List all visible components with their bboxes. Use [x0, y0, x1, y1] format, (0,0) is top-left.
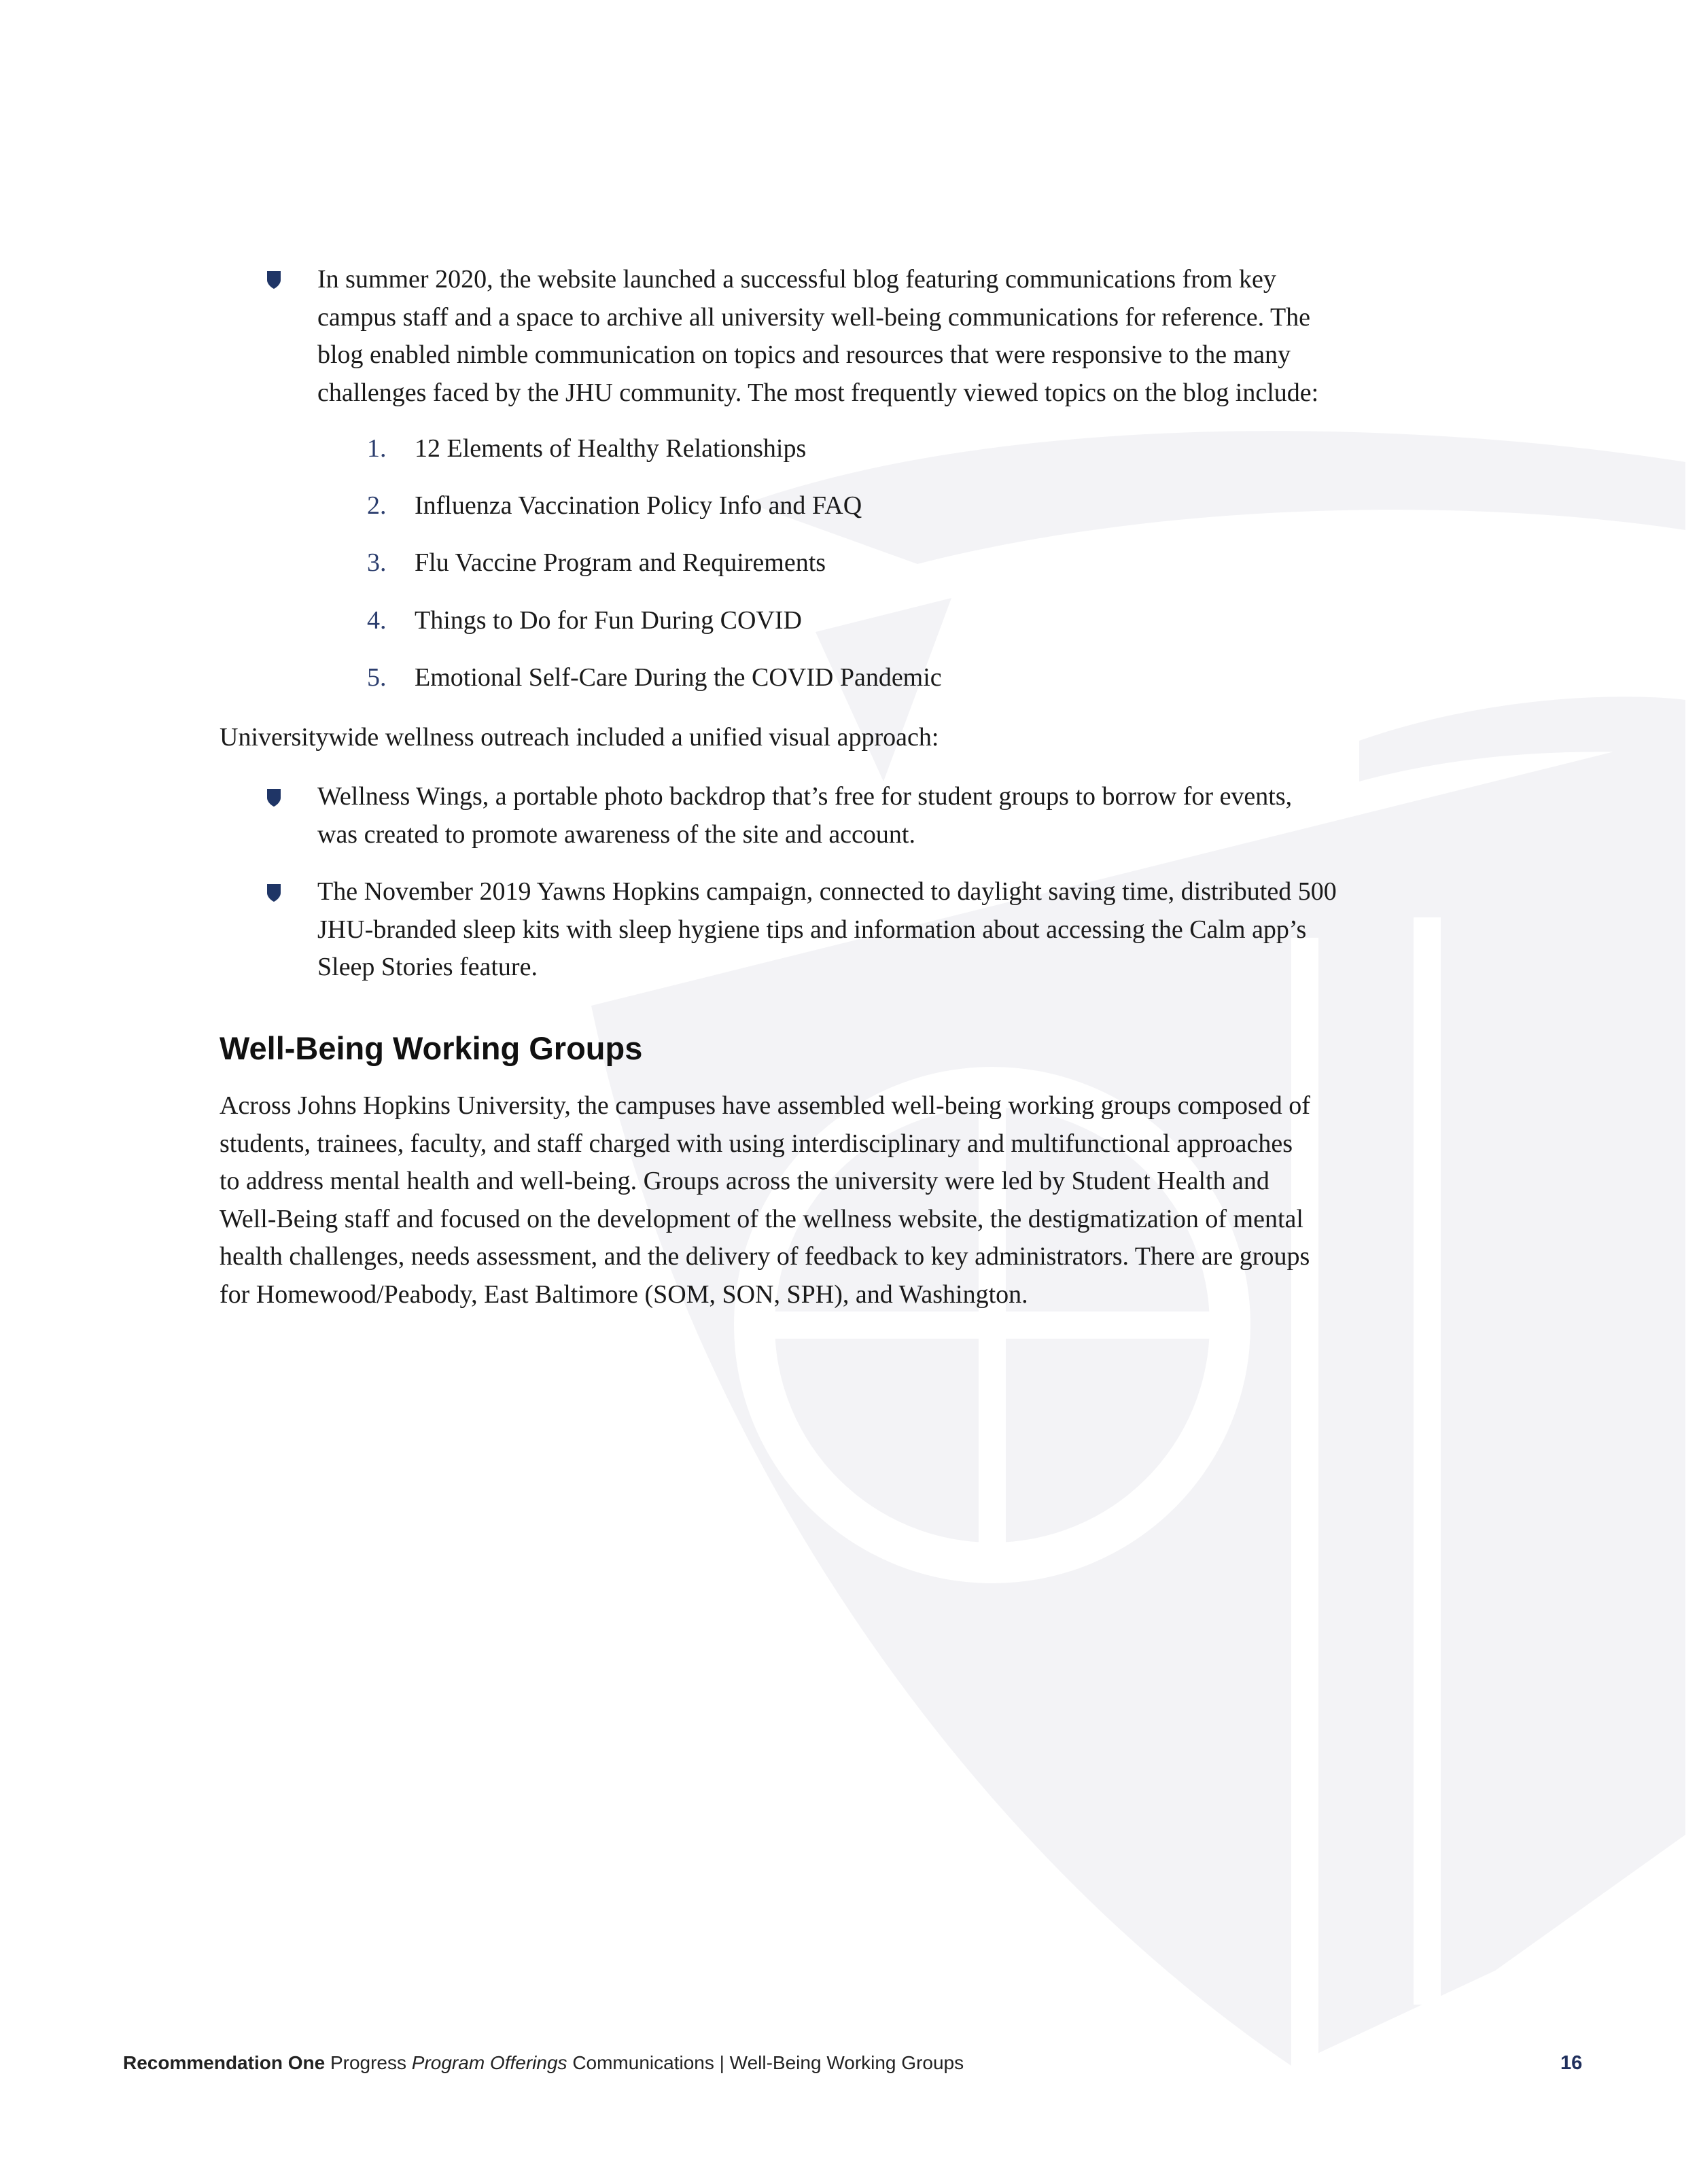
- bullet-wellness-wings: [317, 778, 1292, 853]
- footer-topics: Communications | Well-Being Working Groups: [572, 2052, 964, 2073]
- text-line: Sleep Stories feature.: [317, 953, 538, 981]
- text-line: blog enabled nimble communication on topics and resources that were responsive to the many: [317, 340, 1291, 369]
- bullet-blog: [317, 261, 1318, 412]
- text-line: JHU-branded sleep kits with sleep hygiene tips and information about accessing the Calm app’s: [317, 915, 1307, 944]
- text-line: The November 2019 Yawns Hopkins campaign, connected to daylight saving time, distributed 500: [317, 877, 1337, 906]
- shield-bullet-icon: [266, 788, 281, 807]
- footer-section: Recommendation One: [123, 2052, 326, 2073]
- text-line: Wellness Wings, a portable photo backdrop that’s free for student groups to borrow for events,: [317, 782, 1293, 811]
- list-number: 3.: [367, 548, 387, 577]
- text-line: campus staff and a space to archive all university well-being communications for reference. The: [317, 302, 1311, 332]
- list-number: 1.: [367, 434, 387, 463]
- text-line: for Homewood/Peabody, East Baltimore (SOM, SON, SPH), and Washington.: [220, 1280, 1028, 1309]
- list-item: Influenza Vaccination Policy Info and FAQ: [415, 491, 862, 520]
- footer-breadcrumb: [123, 2052, 964, 2074]
- footer-subsection: Progress: [330, 2052, 406, 2073]
- shield-bullet-icon: [266, 883, 281, 902]
- text-line: was created to promote awareness of the site and account.: [317, 820, 915, 849]
- footer-chapter: Program Offerings: [411, 2052, 567, 2073]
- page-number: 16: [1560, 2052, 1583, 2074]
- list-item: Flu Vaccine Program and Requirements: [415, 548, 826, 577]
- list-item: Things to Do for Fun During COVID: [415, 606, 802, 635]
- text-line: students, trainees, faculty, and staff charged with using interdisciplinary and multifunctional approaches: [220, 1129, 1293, 1158]
- shield-bullet-icon: [266, 270, 281, 289]
- list-number: 5.: [367, 663, 387, 692]
- text-line: Across Johns Hopkins University, the campuses have assembled well-being working groups composed of: [220, 1091, 1310, 1120]
- bullet-yawns-hopkins: [317, 873, 1337, 987]
- list-number: 4.: [367, 606, 387, 635]
- text-line: Well-Being staff and focused on the development of the wellness website, the destigmatization of mental: [220, 1204, 1303, 1233]
- outreach-intro: [220, 719, 939, 757]
- list-item: 12 Elements of Healthy Relationships: [415, 434, 807, 463]
- text-line: to address mental health and well-being. Groups across the university were led by Student Health and: [220, 1167, 1269, 1195]
- text-line: In summer 2020, the website launched a successful blog featuring communications from key: [317, 265, 1276, 294]
- list-item: Emotional Self-Care During the COVID Pandemic: [415, 663, 942, 692]
- text-line: health challenges, needs assessment, and the delivery of feedback to key administrators. There are groups: [220, 1242, 1310, 1271]
- text-line: Universitywide wellness outreach included a unified visual approach:: [220, 723, 939, 752]
- section-heading: Well-Being Working Groups: [220, 1030, 643, 1066]
- text-line: challenges faced by the JHU community. The most frequently viewed topics on the blog include:: [317, 378, 1319, 407]
- section-paragraph: [220, 1087, 1310, 1314]
- list-number: 2.: [367, 491, 387, 520]
